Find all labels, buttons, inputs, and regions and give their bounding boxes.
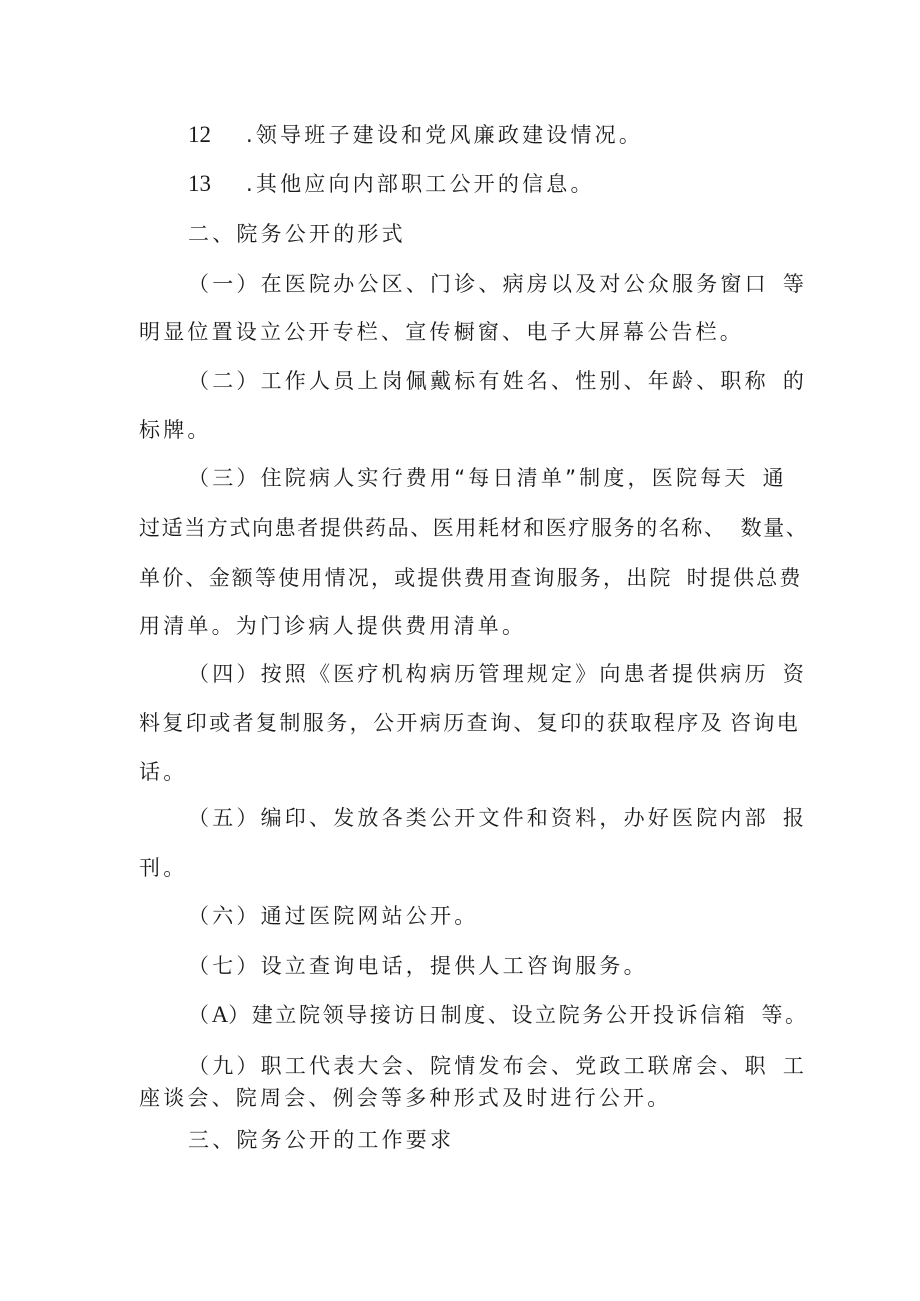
line-text: 时提供总费: [686, 566, 803, 590]
line-text: 过适当方式向患者提供药品、医用耗材和医疗服务的名称、: [139, 516, 727, 540]
line-text: 料复印或者复制服务，公开病历查询、复印的获取程序及: [139, 711, 724, 735]
section-heading: 三、院务公开的工作要求: [188, 1128, 455, 1152]
line-text: 工: [782, 1054, 808, 1078]
line-text: （五）编印、发放各类公开文件和资料，办好医院内部: [188, 806, 769, 830]
line-text: 的: [782, 369, 808, 393]
line-text: （一）在医院办公区、门诊、病房以及对公众服务窗口: [188, 272, 769, 296]
line-text: （二）工作人员上岗佩戴标有姓名、性别、年龄、职称: [188, 369, 769, 393]
paragraph-line: [139, 711, 800, 735]
line-text: （四）按照《医疗机构病历管理规定》向患者提供病历: [188, 662, 769, 686]
paragraph-line: [188, 662, 807, 686]
line-text: 报: [782, 806, 808, 830]
line-text: 通: [762, 466, 787, 490]
paragraph-line: [139, 566, 803, 590]
line-text: 数量、: [740, 516, 809, 540]
paragraph-line: 明显位置设立公开专栏、宣传橱窗、电子大屏幕公告栏。: [139, 320, 744, 344]
line-text: 等。: [761, 1003, 809, 1027]
item-number: 12: [188, 122, 211, 147]
line-text: （九）职工代表大会、院情发布会、党政工联席会、职: [188, 1054, 769, 1078]
paragraph-line: 话。: [139, 760, 188, 784]
paragraph-line: 标牌。: [139, 418, 212, 442]
line-text: 咨询电: [730, 711, 801, 735]
line-text: 等: [782, 272, 808, 296]
paragraph-line: [188, 1054, 807, 1078]
line-text: （: [188, 1003, 212, 1027]
paragraph-line: [139, 516, 808, 540]
section-heading: 二、院务公开的形式: [188, 222, 406, 246]
paragraph-line: [188, 466, 787, 490]
line-text: 资: [782, 662, 808, 686]
list-item: [188, 123, 643, 147]
paragraph-line: [188, 369, 807, 393]
item-text: .其他应向内部职工公开的信息。: [246, 172, 595, 196]
line-text: A: [211, 1002, 229, 1027]
line-text: ）建立院领导接访日制度、设立院务公开投诉信箱: [228, 1003, 748, 1027]
item-text: .领导班子建设和党风廉政建设情况。: [246, 123, 644, 147]
paragraph-line: [188, 272, 807, 296]
line-text: 单价、金额等使用情况，或提供费用查询服务，出院: [139, 566, 673, 590]
paragraph-line: [188, 806, 807, 830]
list-item: [188, 172, 595, 196]
paragraph-line: 刊。: [139, 856, 188, 880]
paragraph-line: （六）通过医院网站公开。: [188, 904, 479, 928]
paragraph-line: （七）设立查询电话，提供人工咨询服务。: [188, 954, 648, 978]
line-text: （三）住院病人实行费用“每日清单”制度，医院每天: [188, 466, 749, 490]
item-number: 13: [188, 171, 211, 196]
paragraph-line: 座谈会、院周会、例会等多种形式及时进行公开。: [139, 1086, 672, 1110]
paragraph-line: 用清单。为门诊病人提供费用清单。: [139, 614, 527, 638]
paragraph-line: [188, 1003, 809, 1027]
